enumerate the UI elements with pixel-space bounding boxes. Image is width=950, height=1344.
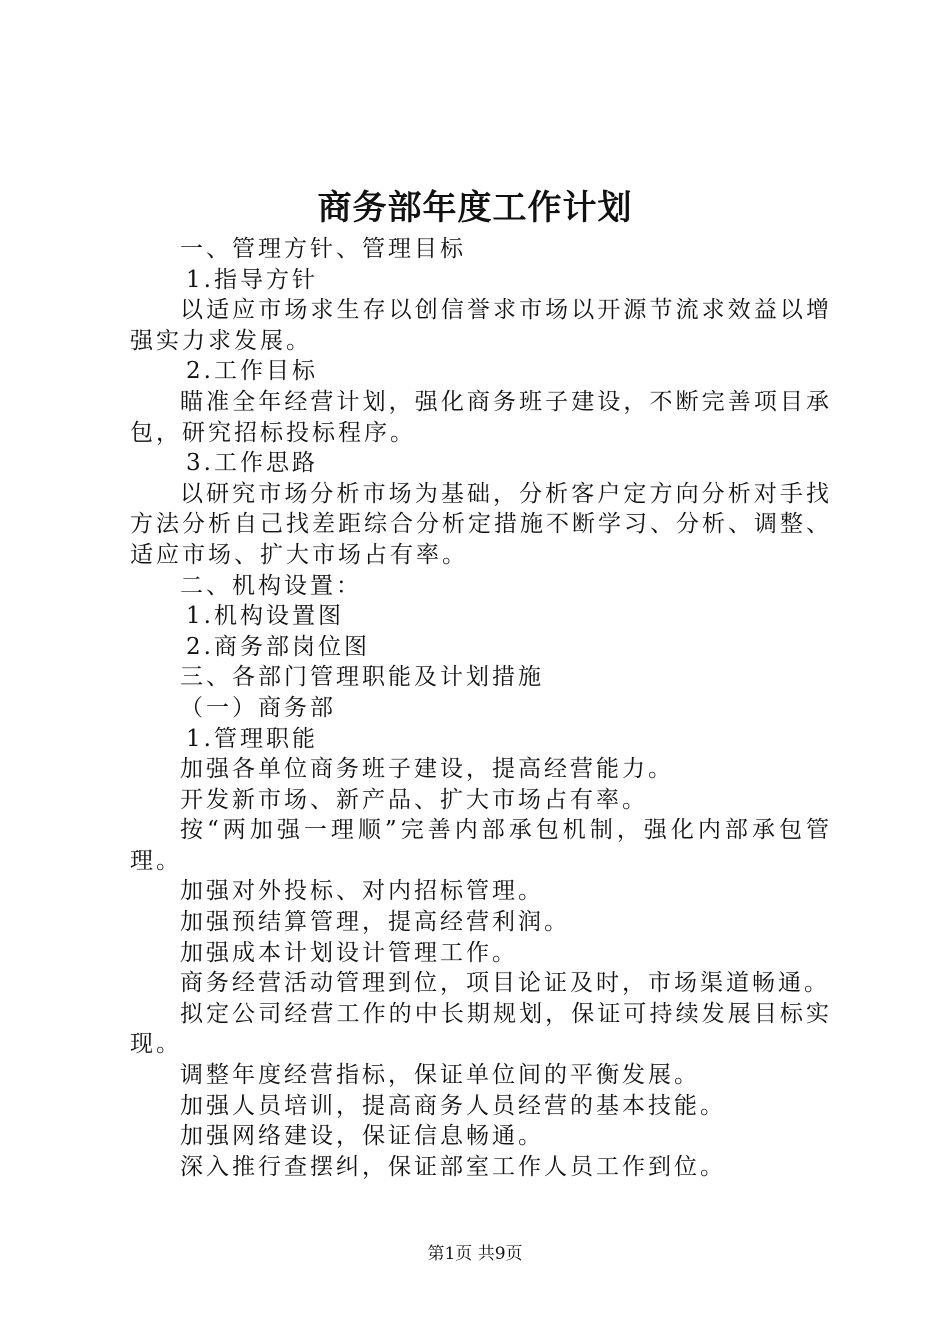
list-item: 按“两加强一理顺”完善内部承包机制，强化内部承包管理。 bbox=[130, 817, 832, 874]
document-body bbox=[130, 234, 832, 1182]
list-item: 加强人员培训，提高商务人员经营的基本技能。 bbox=[180, 1092, 726, 1119]
list-item: 商务经营活动管理到位，项目论证及时，市场渠道畅通。 bbox=[180, 970, 830, 997]
page-footer: 第1页 共9页 bbox=[427, 1244, 523, 1264]
subheading-work-approach: 3.工作思路 bbox=[186, 450, 318, 477]
list-item: 加强对外投标、对内招标管理。 bbox=[180, 878, 544, 905]
paragraph-work-goal: 瞄准全年经营计划，强化商务班子建设，不断完善项目承包，研究招标投标程序。 bbox=[130, 388, 832, 446]
list-item: 深入推行查摆纠，保证部室工作人员工作到位。 bbox=[180, 1153, 726, 1180]
subheading-guideline: 1.指导方针 bbox=[186, 266, 318, 293]
subsection-heading: （一）商务部 bbox=[180, 694, 336, 721]
list-item: 加强网络建设，保证信息畅通。 bbox=[180, 1123, 544, 1150]
paragraph-guideline: 以适应市场求生存以创信誉求市场以开源节流求效益以增强实力求发展。 bbox=[130, 297, 832, 354]
list-item: 加强预结算管理，提高经营利润。 bbox=[180, 909, 570, 936]
list-item: 开发新市场、新产品、扩大市场占有率。 bbox=[180, 786, 648, 813]
list-item: 拟定公司经营工作的中长期规划，保证可持续发展目标实现。 bbox=[130, 1000, 832, 1058]
document-title: 商务部年度工作计划 bbox=[317, 188, 633, 228]
list-item: 加强各单位商务班子建设，提高经营能力。 bbox=[180, 756, 674, 783]
list-item: 调整年度经营指标，保证单位间的平衡发展。 bbox=[180, 1062, 700, 1089]
section-heading-2: 二、机构设置： bbox=[180, 572, 362, 599]
paragraph-work-approach: 以研究市场分析市场为基础，分析客户定方向分析对手找方法分析自己找差距综合分析定措施不断学习、分析、调整、适应市场、扩大市场占有率。 bbox=[130, 480, 832, 568]
subheading-management-functions: 1.管理职能 bbox=[186, 725, 318, 752]
section-heading-3: 三、各部门管理职能及计划措施 bbox=[180, 664, 544, 691]
list-item: 加强成本计划设计管理工作。 bbox=[180, 939, 518, 966]
list-item: 1.机构设置图 bbox=[186, 603, 344, 630]
section-heading-1: 一、管理方针、管理目标 bbox=[180, 236, 466, 262]
subheading-work-goal: 2.工作目标 bbox=[186, 358, 318, 385]
list-item: 2.商务部岗位图 bbox=[186, 633, 370, 660]
